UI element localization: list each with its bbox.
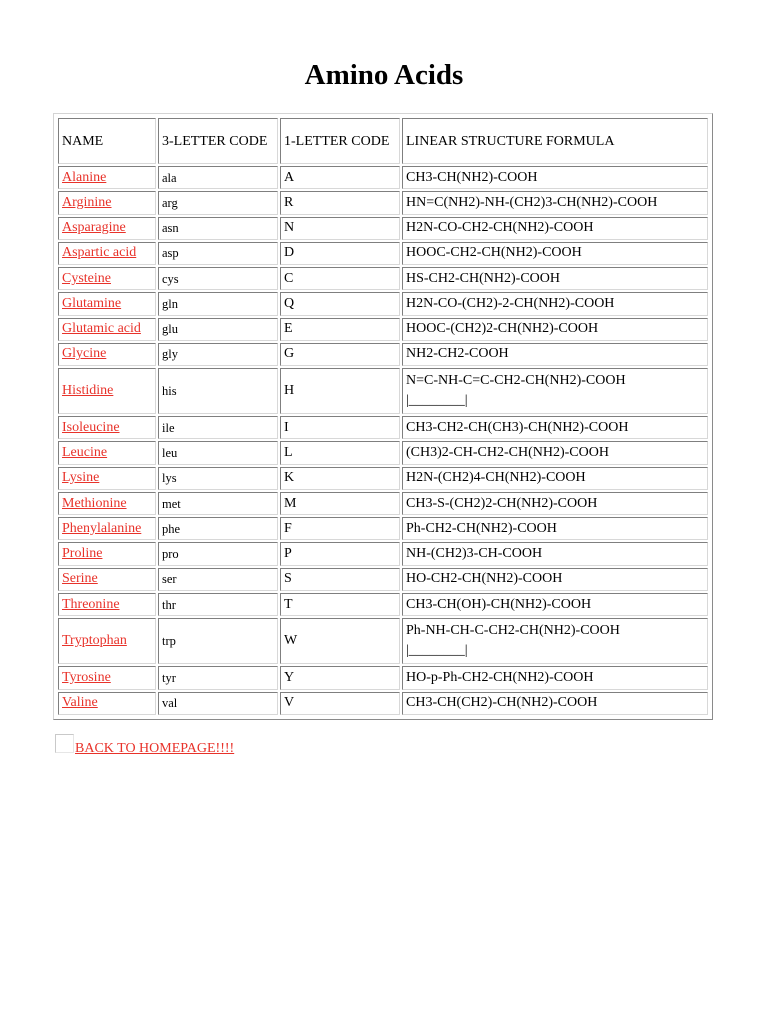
table-row	[58, 492, 708, 515]
one-letter-code-cell: D	[280, 242, 400, 265]
one-letter-code-cell: Y	[280, 666, 400, 689]
name-cell	[58, 267, 156, 290]
table-row	[58, 593, 708, 616]
formula-cell: Ph-CH2-CH(NH2)-COOH	[402, 517, 708, 540]
page-title: Amino Acids	[304, 59, 464, 91]
three-letter-code-cell: asp	[158, 242, 278, 265]
amino-acid-link[interactable]: Leucine	[62, 445, 108, 461]
table-row	[58, 666, 708, 689]
one-letter-code-cell: W	[280, 618, 400, 664]
one-letter-code-cell: Q	[280, 292, 400, 315]
name-cell	[58, 343, 156, 366]
three-letter-code-cell: trp	[158, 618, 278, 664]
name-cell	[58, 217, 156, 240]
table-header-row	[58, 118, 708, 164]
one-letter-code-cell: T	[280, 593, 400, 616]
formula-cell: HOOC-(CH2)2-CH(NH2)-COOH	[402, 318, 708, 341]
formula-cell: HS-CH2-CH(NH2)-COOH	[402, 267, 708, 290]
table-row	[58, 191, 708, 214]
table-row	[58, 517, 708, 540]
one-letter-code-cell: C	[280, 267, 400, 290]
amino-acid-link[interactable]: Arginine	[62, 194, 112, 210]
name-cell	[58, 593, 156, 616]
table-row	[58, 467, 708, 490]
table-row	[58, 242, 708, 265]
one-letter-code-cell: A	[280, 166, 400, 189]
name-cell	[58, 191, 156, 214]
amino-acid-table-frame	[53, 113, 713, 720]
one-letter-code-cell: H	[280, 368, 400, 414]
table-row	[58, 568, 708, 591]
table-row	[58, 343, 708, 366]
one-letter-code-cell: I	[280, 416, 400, 439]
three-letter-code-cell: lys	[158, 467, 278, 490]
name-cell	[58, 517, 156, 540]
three-letter-code-cell: leu	[158, 441, 278, 464]
amino-acid-link[interactable]: Histidine	[62, 383, 114, 399]
one-letter-code-cell: L	[280, 441, 400, 464]
name-cell	[58, 666, 156, 689]
three-letter-code-cell: asn	[158, 217, 278, 240]
table-row	[58, 441, 708, 464]
one-letter-code-cell: V	[280, 692, 400, 715]
one-letter-code-cell: M	[280, 492, 400, 515]
formula-cell: NH2-CH2-COOH	[402, 343, 708, 366]
table-row	[58, 166, 708, 189]
three-letter-code-cell: pro	[158, 542, 278, 565]
one-letter-code-cell: S	[280, 568, 400, 591]
table-row	[58, 416, 708, 439]
name-cell	[58, 318, 156, 341]
three-letter-code-cell: tyr	[158, 666, 278, 689]
name-cell	[58, 368, 156, 414]
formula-cell: CH3-CH(NH2)-COOH	[402, 166, 708, 189]
three-letter-code-cell: val	[158, 692, 278, 715]
formula-ring-bracket: |________|	[406, 393, 468, 409]
header-three-letter-code: 3-LETTER CODE	[158, 118, 278, 164]
amino-acid-link[interactable]: Methionine	[62, 495, 127, 511]
formula-line: Ph-NH-CH-C-CH2-CH(NH2)-COOH	[406, 623, 620, 639]
amino-acid-link[interactable]: Tryptophan	[62, 633, 127, 649]
three-letter-code-cell: met	[158, 492, 278, 515]
table-row	[58, 542, 708, 565]
amino-acid-link[interactable]: Glutamic acid	[62, 321, 141, 337]
three-letter-code-cell: ser	[158, 568, 278, 591]
one-letter-code-cell: K	[280, 467, 400, 490]
table-row	[58, 368, 708, 414]
one-letter-code-cell: R	[280, 191, 400, 214]
one-letter-code-cell: N	[280, 217, 400, 240]
formula-cell: HN=C(NH2)-NH-(CH2)3-CH(NH2)-COOH	[402, 191, 708, 214]
formula-cell	[402, 368, 708, 414]
header-one-letter-code: 1-LETTER CODE	[280, 118, 400, 164]
three-letter-code-cell: his	[158, 368, 278, 414]
three-letter-code-cell: thr	[158, 593, 278, 616]
formula-cell: CH3-CH(CH2)-CH(NH2)-COOH	[402, 692, 708, 715]
one-letter-code-cell: P	[280, 542, 400, 565]
name-cell	[58, 242, 156, 265]
formula-cell: H2N-(CH2)4-CH(NH2)-COOH	[402, 467, 708, 490]
formula-line: N=C-NH-C=C-CH2-CH(NH2)-COOH	[406, 373, 626, 389]
three-letter-code-cell: glu	[158, 318, 278, 341]
table-row	[58, 318, 708, 341]
formula-cell: HO-p-Ph-CH2-CH(NH2)-COOH	[402, 666, 708, 689]
amino-acid-link[interactable]: Lysine	[62, 470, 100, 486]
amino-acid-link[interactable]: Proline	[62, 546, 103, 562]
name-cell	[58, 692, 156, 715]
three-letter-code-cell: cys	[158, 267, 278, 290]
amino-acid-link[interactable]: Asparagine	[62, 220, 126, 236]
name-cell	[58, 542, 156, 565]
three-letter-code-cell: gly	[158, 343, 278, 366]
three-letter-code-cell: gln	[158, 292, 278, 315]
amino-acid-link[interactable]: Cysteine	[62, 270, 111, 286]
three-letter-code-cell: ala	[158, 166, 278, 189]
amino-acid-table	[56, 116, 710, 717]
amino-acid-link[interactable]: Isoleucine	[62, 419, 120, 435]
amino-acid-link[interactable]: Threonine	[62, 596, 120, 612]
formula-cell: NH-(CH2)3-CH-COOH	[402, 542, 708, 565]
table-row	[58, 618, 708, 664]
name-cell	[58, 568, 156, 591]
three-letter-code-cell: arg	[158, 191, 278, 214]
name-cell	[58, 467, 156, 490]
back-to-homepage-link[interactable]: BACK TO HOMEPAGE!!!!	[75, 741, 235, 756]
name-cell	[58, 618, 156, 664]
name-cell	[58, 416, 156, 439]
formula-cell: HO-CH2-CH(NH2)-COOH	[402, 568, 708, 591]
formula-cell: H2N-CO-(CH2)-2-CH(NH2)-COOH	[402, 292, 708, 315]
three-letter-code-cell: phe	[158, 517, 278, 540]
three-letter-code-cell: ile	[158, 416, 278, 439]
table-row	[58, 217, 708, 240]
table-row	[58, 292, 708, 315]
amino-acid-link[interactable]: Valine	[62, 695, 98, 711]
formula-cell: CH3-S-(CH2)2-CH(NH2)-COOH	[402, 492, 708, 515]
formula-cell	[402, 618, 708, 664]
name-cell	[58, 492, 156, 515]
name-cell	[58, 441, 156, 464]
header-name: NAME	[58, 118, 156, 164]
amino-acid-link[interactable]: Serine	[62, 571, 98, 587]
formula-ring-bracket: |________|	[406, 643, 468, 659]
amino-acid-link[interactable]: Aspartic acid	[62, 245, 137, 261]
broken-image-icon	[55, 734, 74, 753]
formula-cell: H2N-CO-CH2-CH(NH2)-COOH	[402, 217, 708, 240]
header-linear-structure-formula: LINEAR STRUCTURE FORMULA	[402, 118, 708, 164]
formula-cell: HOOC-CH2-CH(NH2)-COOH	[402, 242, 708, 265]
amino-acid-link[interactable]: Glutamine	[62, 295, 122, 311]
name-cell	[58, 292, 156, 315]
amino-acid-link[interactable]: Glycine	[62, 346, 107, 362]
amino-acid-link[interactable]: Tyrosine	[62, 669, 111, 685]
formula-cell: CH3-CH2-CH(CH3)-CH(NH2)-COOH	[402, 416, 708, 439]
formula-cell: (CH3)2-CH-CH2-CH(NH2)-COOH	[402, 441, 708, 464]
one-letter-code-cell: G	[280, 343, 400, 366]
amino-acid-link[interactable]: Alanine	[62, 169, 107, 185]
one-letter-code-cell: E	[280, 318, 400, 341]
amino-acid-link[interactable]: Phenylalanine	[62, 520, 142, 536]
one-letter-code-cell: F	[280, 517, 400, 540]
formula-cell: CH3-CH(OH)-CH(NH2)-COOH	[402, 593, 708, 616]
name-cell	[58, 166, 156, 189]
table-row	[58, 692, 708, 715]
table-row	[58, 267, 708, 290]
